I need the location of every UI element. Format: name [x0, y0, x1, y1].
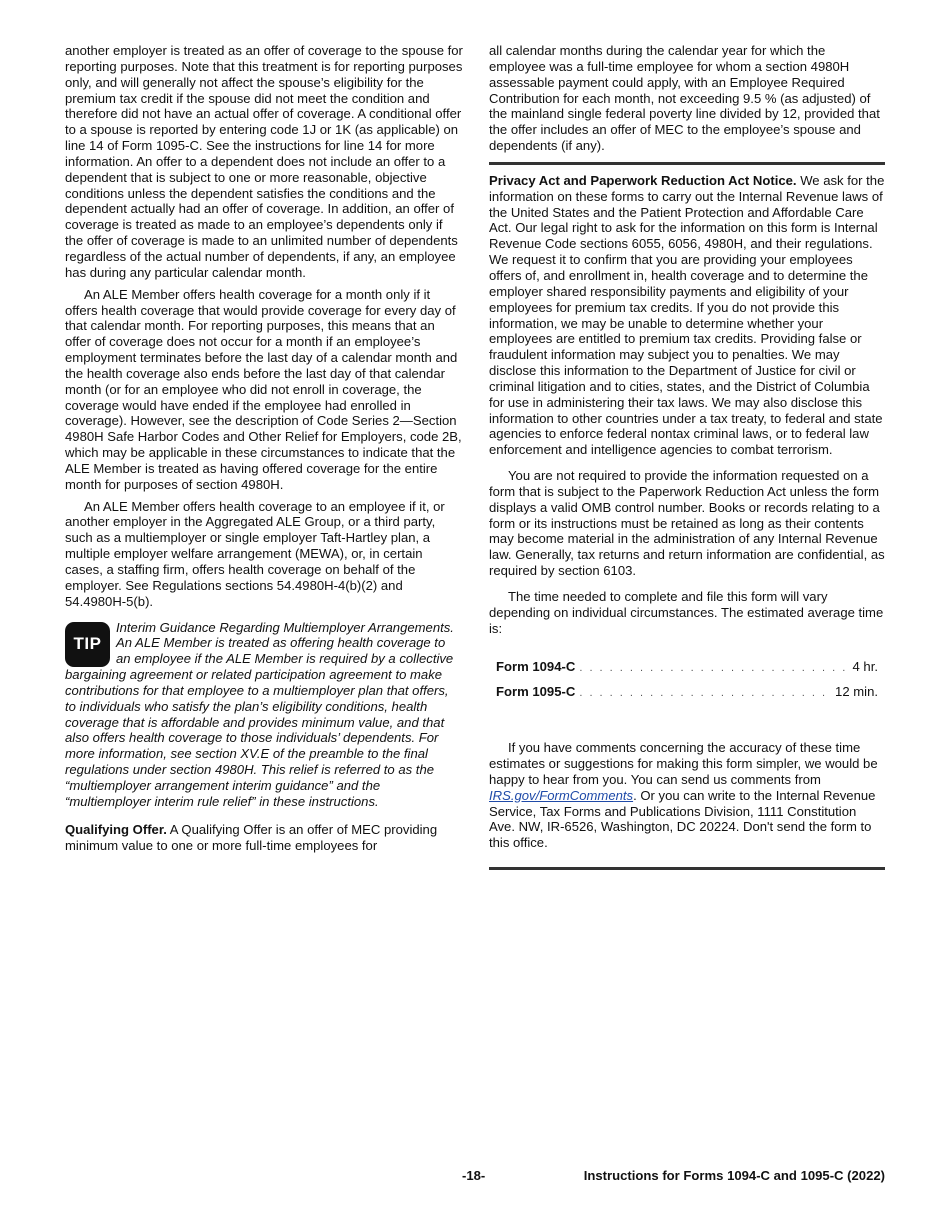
time-estimate-intro: The time needed to complete and file this form will vary depending on individual circumstances. The estimated average time is: [489, 589, 884, 636]
leader-dots [579, 661, 848, 677]
tip-icon: TIP [65, 622, 110, 667]
left-paragraph-third-party: An ALE Member offers health coverage to an employee if it, or another employer in the Aggregated ALE Group, or a third party, such as a multiemployer or single employer Taft-Hartley plan, a multiple employer welfare arrangement (MEWA), or, in certain cases, a staffing firm, offers health coverage on behalf of the employer. See Regulations sections 54.4980H-4(b)(2) and 54.4980H-5(b). [65, 498, 445, 609]
tip-block [65, 620, 463, 810]
time-estimate-table [489, 659, 885, 703]
time-row-value: 12 min. [835, 684, 878, 700]
footer-title: Instructions for Forms 1094-C and 1095-C (2022) [583, 1168, 885, 1183]
privacy-notice-paragraph [489, 173, 885, 458]
time-row-form: Form 1094-C [496, 658, 576, 674]
left-column [65, 43, 463, 859]
qualifying-offer-text: A Qualifying Offer is an offer of MEC providing minimum value to one or more full-time employees for [65, 821, 438, 853]
left-paragraph-month-coverage: An ALE Member offers health coverage for a month only if it offers health coverage that would provide coverage for every day of that calendar month. For reporting purposes, this means that an offer of coverage does not occur for a month if an employee’s employment terminates before the last day of a calendar month and the health coverage also ends before the last day of that calendar month (or for an employee who did not enroll in coverage, the coverage would have ended if the employee had enrolled in coverage). However, see the description of Code Series 2—Section 4980H Safe Harbor Codes and Other Relief for Employers, code 2B, which may be applicable in these circumstances to indicate that the ALE Member is treated as having offered coverage for the entire month for purposes of section 4980H. [65, 286, 462, 492]
time-row-1095c [496, 684, 878, 702]
privacy-notice-heading: Privacy Act and Paperwork Reduction Act Notice. [489, 172, 797, 188]
time-row-form: Form 1095-C [496, 684, 576, 700]
right-paragraph-continuation: all calendar months during the calendar year for which the employee was a full-time employee for whom a section 4980H assessable payment could apply, with an Employee Required Contribution for each month, not exceeding 9.5 % (as adjusted) of the mainland single federal poverty line divided by 12, provided that the offer includes an offer of MEC to the employee’s spouse and dependents (if any). [489, 43, 880, 154]
comments-text-after: . Or you can write to the Internal Revenue Service, Tax Forms and Publications Division, 1111 Constitution Ave. NW, IR-6526, Washington, DC 20224. Don't send the form to this office. [489, 787, 876, 851]
section-divider-bottom [489, 867, 885, 870]
privacy-notice-text: We ask for the information on these forms to carry out the Internal Revenue laws of the United States and the Patient Protection and Affordable Care Act. Our legal right to ask for the information on this form is Internal Revenue Code sections 6055, 6056, 4980H, and their regulations. We request it to confirm that you are providing your employees offers of, and enrollment in, health coverage and to determine the employer shared responsibility payments and eligibility of your employees for premium tax credits. If you do not provide this information, we may be unable to determine whether your employees are entitled to premium tax credits. Providing false or fraudulent information may subject you to penalties. We may disclose this information to the Department of Justice for civil or criminal litigation and to cities, states, and the District of Columbia for use in administering their tax laws. We may also disclose this information to other countries under a tax treaty, to federal and state agencies to enforce federal nontax criminal laws, or to federal law enforcement and intelligence agencies to combat terrorism. [489, 172, 885, 458]
time-row-1094c [496, 659, 878, 677]
form-comments-link[interactable]: IRS.gov/FormComments [489, 787, 634, 803]
left-paragraph-continuation: another employer is treated as an offer of coverage to the spouse for reporting purposes. Note that this treatment is for reporting purposes only, and will generally not affect the spouse’s eligibility for the premium tax credit if the spouse did not meet the condition and therefore did not have an actual offer of coverage. A conditional offer to a spouse is reported by entering code 1J or 1K (as applicable) on line 14 of Form 1095-C. See the instructions for line 14 for more information. An offer to a dependent does not include an offer to a dependent that is subject to one or more reasonable, objective conditions unless the dependent satisfies the conditions and the dependent actually had an offer of coverage. In addition, an offer of coverage is treated as made to an employee’s dependents only if the offer of coverage is made to an unlimited number of dependents regardless of the actual number of dependents, if any, an employee has during any particular calendar month. [65, 43, 463, 280]
paperwork-reduction-paragraph: You are not required to provide the information requested on a form that is subject to the Paperwork Reduction Act unless the form displays a valid OMB control number. Books or records relating to a form or its instructions must be retained as long as their contents may become material in the administration of any Internal Revenue law. Generally, tax returns and return information are confidential, as required by section 6103. [489, 468, 885, 579]
comments-paragraph [489, 740, 885, 851]
time-row-value: 4 hr. [852, 658, 878, 674]
qualifying-offer-heading: Qualifying Offer. [65, 821, 167, 837]
tip-text: Interim Guidance Regarding Multiemployer Arrangements. An ALE Member is treated as offering health coverage to an employee if the ALE Member is required by a collective bargaining agreement or related participation agreement to make contributions for that employee to a multiemployer plan that offers, to individuals who satisfy the plan’s eligibility conditions, health coverage that is affordable and provides minimum value, and that also offers health coverage to those individuals’ dependents. For more information, see section XV.E of the preamble to the final regulations under section 4980H. This relief is referred to as the “multiemployer arrangement interim guidance” and the “multiemployer interim rule relief” in these instructions. [65, 619, 454, 809]
page-number: -18- [462, 1168, 486, 1183]
comments-text: If you have comments concerning the accuracy of these time estimates or suggestions for making this form simpler, we would be happy to hear from you. You can send us comments from [489, 740, 878, 787]
right-column [489, 43, 885, 878]
section-divider-top [489, 162, 885, 165]
qualifying-offer-paragraph [65, 822, 463, 854]
leader-dots [579, 686, 831, 702]
